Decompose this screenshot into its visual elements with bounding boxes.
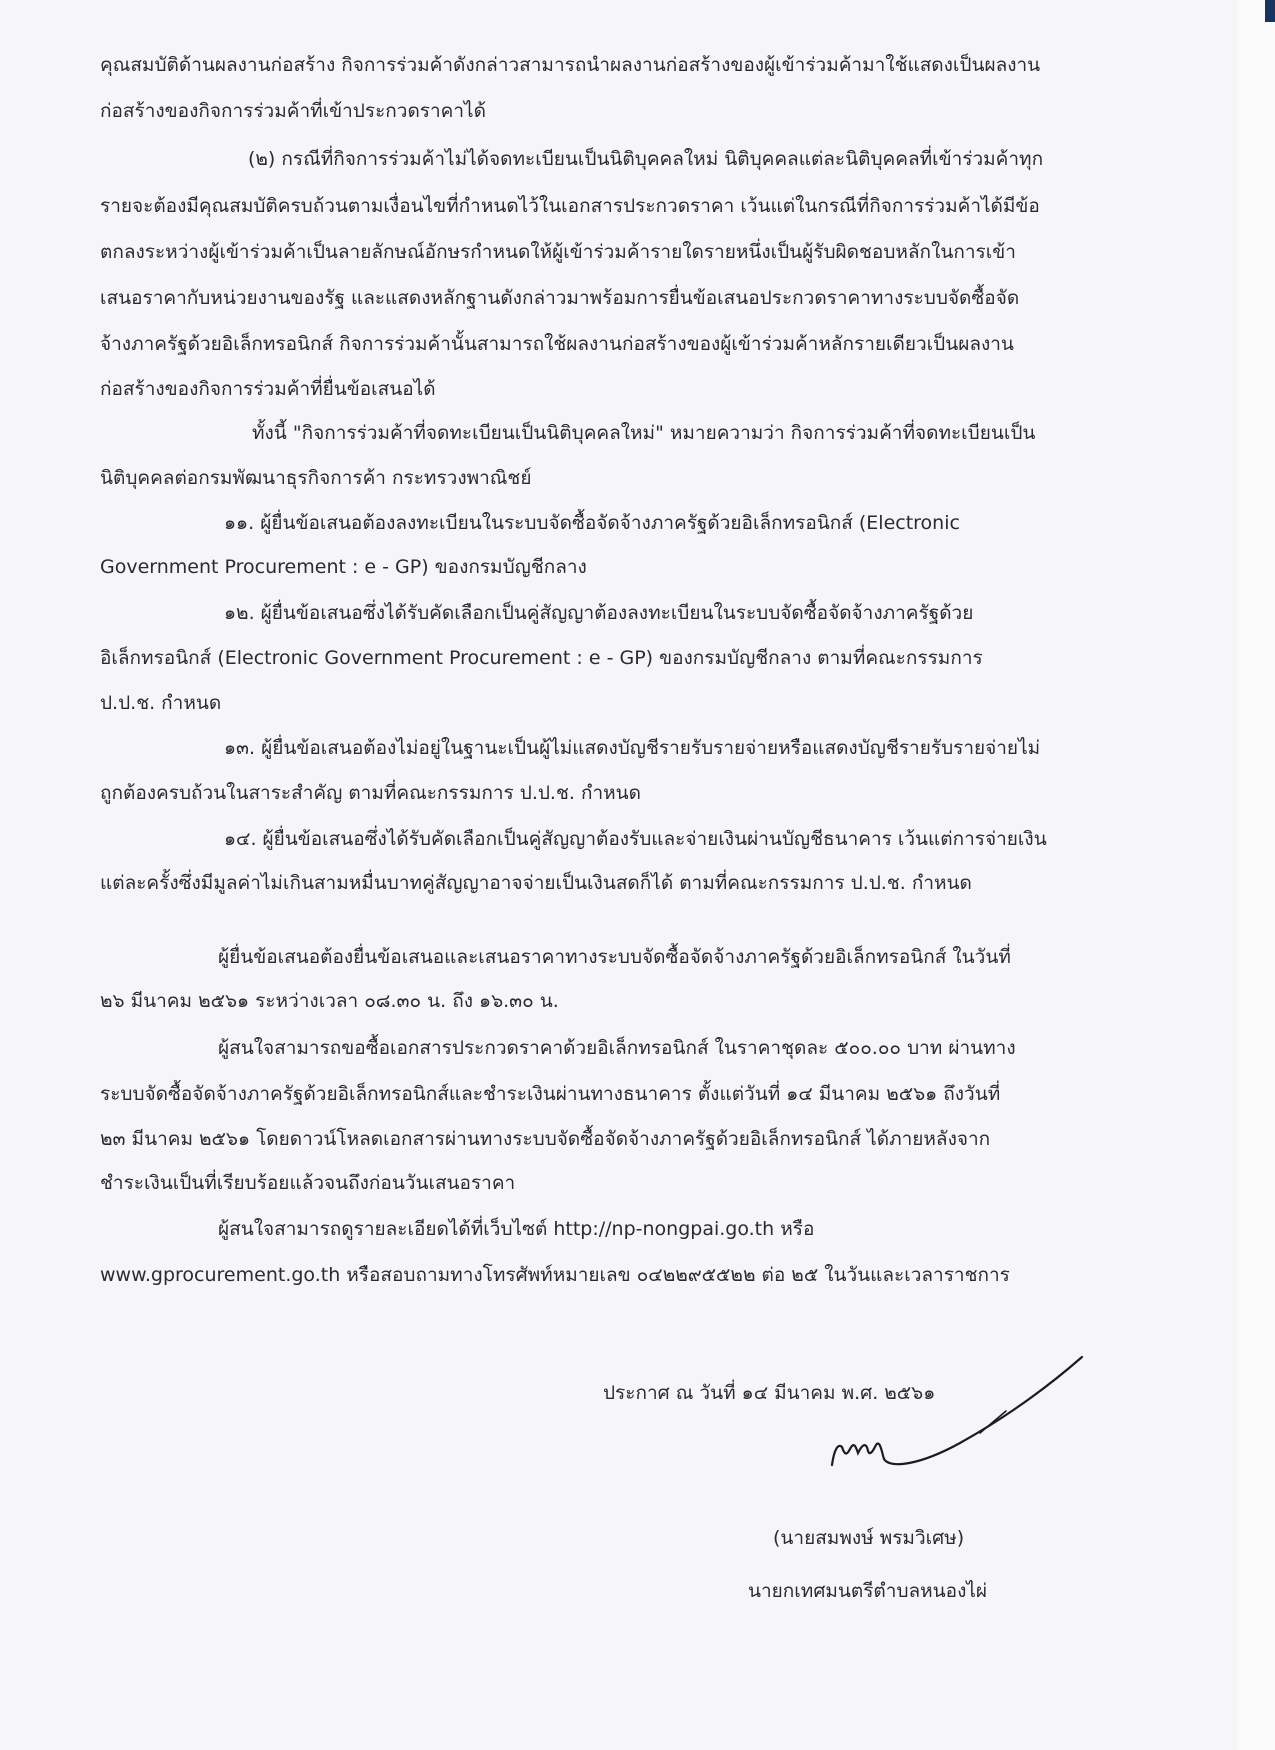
body-line: (๒) กรณีที่กิจการร่วมค้าไม่ได้จดทะเบียนเป็นนิติบุคคลใหม่ นิติบุคคลแต่ละนิติบุคคลที่เข้าร่วมค้าทุก	[248, 148, 1044, 170]
body-line: ผู้สนใจสามารถดูรายละเอียดได้ที่เว็บไซต์ http://np-nongpai.go.th หรือ	[218, 1218, 815, 1240]
body-line: ๑๒. ผู้ยื่นข้อเสนอซึ่งได้รับคัดเลือกเป็นคู่สัญญาต้องลงทะเบียนในระบบจัดซื้อจัดจ้างภาครัฐด้วย	[224, 602, 974, 624]
body-line: รายจะต้องมีคุณสมบัติครบถ้วนตามเงื่อนไขที่กำหนดไว้ในเอกสารประกวดราคา เว้นแต่ในกรณีที่กิจการร่วมค้าได้มีข้อ	[100, 195, 1040, 217]
body-line: ผู้ยื่นข้อเสนอต้องยื่นข้อเสนอและเสนอราคาทางระบบจัดซื้อจัดจ้างภาครัฐด้วยอิเล็กทรอนิกส์ ในวันที่	[218, 946, 1011, 968]
body-line: ๑๑. ผู้ยื่นข้อเสนอต้องลงทะเบียนในระบบจัดซื้อจัดจ้างภาครัฐด้วยอิเล็กทรอนิกส์ (Electronic	[224, 512, 960, 534]
signer-title: นายกเทศมนตรีตำบลหนองไผ่	[748, 1580, 988, 1602]
announcement-date: ประกาศ ณ วันที่ ๑๔ มีนาคม พ.ศ. ๒๕๖๑	[603, 1382, 936, 1404]
body-line: ระบบจัดซื้อจัดจ้างภาครัฐด้วยอิเล็กทรอนิกส์และชำระเงินผ่านทางธนาคาร ตั้งแต่วันที่ ๑๔ มีนาคม ๒๕๖๑ ถึงวันที่	[100, 1083, 1001, 1105]
body-line: คุณสมบัติด้านผลงานก่อสร้าง กิจการร่วมค้าดังกล่าวสามารถนำผลงานก่อสร้างของผู้เข้าร่วมค้ามาใช้แสดงเป็นผลงาน	[100, 54, 1041, 76]
body-line: ทั้งนี้ "กิจการร่วมค้าที่จดทะเบียนเป็นนิติบุคคลใหม่" หมายความว่า กิจการร่วมค้าที่จดทะเบียนเป็น	[252, 422, 1036, 444]
signature-image	[820, 1325, 1100, 1495]
body-line: ป.ป.ช. กำหนด	[100, 692, 222, 714]
body-line: เสนอราคากับหน่วยงานของรัฐ และแสดงหลักฐานดังกล่าวมาพร้อมการยื่นข้อเสนอประกวดราคาทางระบบจัดซื้อจัด	[100, 287, 1020, 309]
body-line: ๑๔. ผู้ยื่นข้อเสนอซึ่งได้รับคัดเลือกเป็นคู่สัญญาต้องรับและจ่ายเงินผ่านบัญชีธนาคาร เว้นแต่การจ่ายเงิน	[224, 828, 1047, 850]
body-line: อิเล็กทรอนิกส์ (Electronic Government Procurement : e - GP) ของกรมบัญชีกลาง ตามที่คณะกรรมการ	[100, 647, 983, 669]
body-line: ผู้สนใจสามารถขอซื้อเอกสารประกวดราคาด้วยอิเล็กทรอนิกส์ ในราคาชุดละ ๕๐๐.๐๐ บาท ผ่านทาง	[218, 1037, 1016, 1059]
scan-margin	[1238, 0, 1275, 1750]
body-line: ก่อสร้างของกิจการร่วมค้าที่เข้าประกวดราคาได้	[100, 100, 486, 122]
body-line: จ้างภาครัฐด้วยอิเล็กทรอนิกส์ กิจการร่วมค้านั้นสามารถใช้ผลงานก่อสร้างของผู้เข้าร่วมค้าหลักรายเดียวเป็นผลงาน	[100, 333, 1014, 355]
scan-edge-strip	[1265, 0, 1275, 22]
body-line: Government Procurement : e - GP) ของกรมบัญชีกลาง	[100, 556, 587, 578]
body-line: ก่อสร้างของกิจการร่วมค้าที่ยื่นข้อเสนอได้	[100, 378, 436, 400]
body-line: แต่ละครั้งซึ่งมีมูลค่าไม่เกินสามหมื่นบาทคู่สัญญาอาจจ่ายเป็นเงินสดก็ได้ ตามที่คณะกรรมการ ป.ป.ช. กำหนด	[100, 872, 972, 894]
body-line: นิติบุคคลต่อกรมพัฒนาธุรกิจการค้า กระทรวงพาณิชย์	[100, 467, 532, 489]
body-line: ถูกต้องครบถ้วนในสาระสำคัญ ตามที่คณะกรรมการ ป.ป.ช. กำหนด	[100, 782, 641, 804]
body-line: www.gprocurement.go.th หรือสอบถามทางโทรศัพท์หมายเลข ๐๔๒๒๙๕๕๒๒ ต่อ ๒๕ ในวันและเวลาราชการ	[100, 1264, 1010, 1286]
body-line: ๒๖ มีนาคม ๒๕๖๑ ระหว่างเวลา ๐๘.๓๐ น. ถึง ๑๖.๓๐ น.	[100, 990, 559, 1012]
body-line: ๑๓. ผู้ยื่นข้อเสนอต้องไม่อยู่ในฐานะเป็นผู้ไม่แสดงบัญชีรายรับรายจ่ายหรือแสดงบัญชีรายรับรายจ่ายไม่	[224, 737, 1041, 759]
signer-name: (นายสมพงษ์ พรมวิเศษ)	[773, 1527, 965, 1549]
body-line: ตกลงระหว่างผู้เข้าร่วมค้าเป็นลายลักษณ์อักษรกำหนดให้ผู้เข้าร่วมค้ารายใดรายหนึ่งเป็นผู้รับผิดชอบหลักในการเข้า	[100, 241, 1016, 263]
body-line: ชำระเงินเป็นที่เรียบร้อยแล้วจนถึงก่อนวันเสนอราคา	[100, 1172, 516, 1194]
body-line: ๒๓ มีนาคม ๒๕๖๑ โดยดาวน์โหลดเอกสารผ่านทางระบบจัดซื้อจัดจ้างภาครัฐด้วยอิเล็กทรอนิกส์ ได้ภายหลังจาก	[100, 1128, 991, 1150]
